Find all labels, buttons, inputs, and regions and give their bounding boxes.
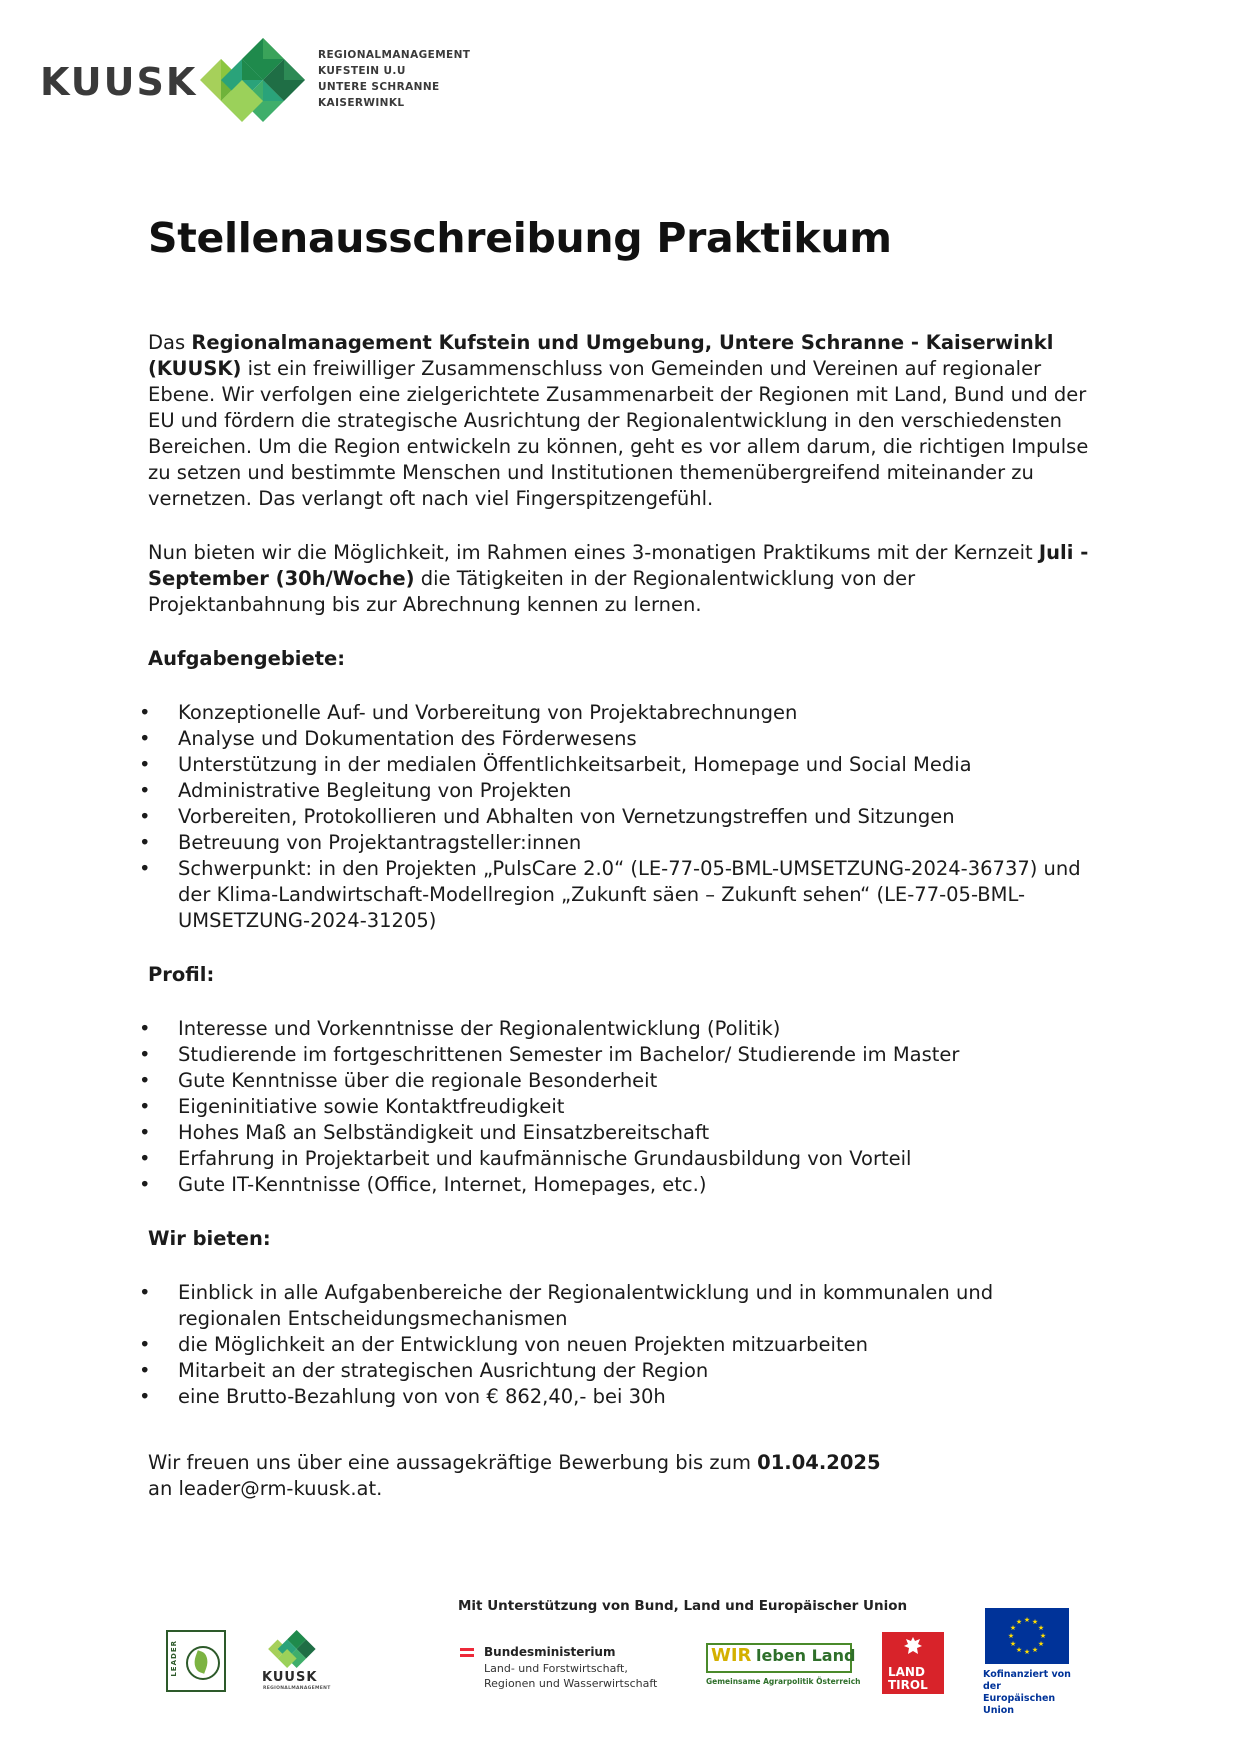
tirol-eagle-icon <box>903 1636 923 1658</box>
kuusk-diamond-logo-icon <box>200 38 310 122</box>
bullet-icon: • <box>139 753 151 776</box>
bullet-icon: • <box>139 727 151 750</box>
kuusk-footer-word: KUUSK <box>262 1670 318 1685</box>
bml-subtitle: Land- und Forstwirtschaft, Regionen und Wasserwirtschaft <box>484 1662 658 1690</box>
list-item: • Mitarbeit an der strategischen Ausrichtung der Region <box>139 1359 709 1382</box>
core-period: Juli - September (30h/Woche) <box>148 541 1089 590</box>
tirol-text: LAND TIROL <box>888 1665 928 1692</box>
benefits-heading: Wir bieten: <box>148 1227 271 1250</box>
support-line: Mit Unterstützung von Bund, Land und Europäischer Union <box>458 1598 908 1614</box>
kuusk-footer-sub: REGIONALMANAGEMENT <box>263 1686 331 1691</box>
tasks-heading: Aufgabengebiete: <box>148 647 346 670</box>
wir-text: WIR <box>711 1645 752 1666</box>
bml-title: Bundesministerium <box>484 1645 616 1659</box>
bullet-icon: • <box>139 701 151 724</box>
bullet-icon: • <box>139 831 151 854</box>
benefits-list <box>139 1280 1098 1410</box>
bullet-icon: • <box>139 1043 151 1066</box>
svg-text:★: ★ <box>1031 1646 1039 1654</box>
kuusk-diamond-small-icon <box>268 1630 318 1668</box>
logo-wordmark: KUUSK <box>40 60 198 104</box>
page-title: Stellenausschreibung Praktikum <box>148 214 892 262</box>
bullet-icon: • <box>139 1147 151 1170</box>
list-item: • Erfahrung in Projektarbeit und kaufmännische Grundausbildung von Vorteil <box>139 1147 912 1170</box>
logo-org-name <box>318 47 470 111</box>
bullet-icon: • <box>139 1095 151 1118</box>
leader-label: LEADER <box>170 1640 178 1677</box>
bullet-icon: • <box>139 1069 151 1092</box>
svg-text:★: ★ <box>1023 1616 1031 1624</box>
header-logo <box>40 38 480 122</box>
eu-logo <box>983 1608 1083 1716</box>
list-item: • Gute IT-Kenntnisse (Office, Internet, Homepages, etc.) <box>139 1173 707 1196</box>
bullet-icon: • <box>139 1281 151 1304</box>
wir-leben-land-logo <box>706 1643 861 1693</box>
svg-text:★: ★ <box>1015 1618 1023 1626</box>
list-item: • Einblick in alle Aufgabenbereiche der Regionalentwicklung und in kommunalen und regionalen Entscheidungsmechanismen <box>139 1281 994 1330</box>
svg-text:★: ★ <box>1031 1618 1039 1626</box>
document-body <box>139 330 1098 1502</box>
bullet-icon: • <box>139 1333 151 1356</box>
deadline-date: 01.04.2025 <box>757 1451 881 1474</box>
leben-land-text: leben Land <box>756 1646 856 1665</box>
bullet-icon: • <box>139 857 151 880</box>
contact-email[interactable]: an leader@rm-kuusk.at. <box>148 1477 383 1500</box>
profile-list <box>139 1016 1098 1198</box>
list-item: • Betreuung von Projektantragsteller:innen <box>139 831 582 854</box>
bullet-icon: • <box>139 805 151 828</box>
list-item: • Unterstützung in der medialen Öffentlichkeitsarbeit, Homepage und Social Media <box>139 753 972 776</box>
list-item: • Schwerpunkt: in den Projekten „PulsCare 2.0“ (LE-77-05-BML-UMSETZUNG-2024-36737) und der Klima-Landwirtschaft-Modellregion „Zukunft säen – Zukunft sehen“ (LE-77-05-BML-UMSETZUNG-2024-31205) <box>139 857 1081 932</box>
bullet-icon: • <box>139 1359 151 1382</box>
list-item: • eine Brutto-Bezahlung von von € 862,40,- bei 30h <box>139 1385 666 1408</box>
svg-text:★: ★ <box>1009 1640 1017 1648</box>
logo-line: REGIONALMANAGEMENT <box>318 49 471 61</box>
list-item: • Administrative Begleitung von Projekten <box>139 779 572 802</box>
list-item: • Vorbereiten, Protokollieren und Abhalten von Vernetzungstreffen und Sitzungen <box>139 805 955 828</box>
tasks-list <box>139 700 1098 934</box>
logo-line: KAISERWINKL <box>318 97 405 109</box>
bullet-icon: • <box>139 1385 151 1408</box>
eu-caption: Kofinanziert von der Europäischen Union <box>983 1669 1071 1716</box>
bullet-icon: • <box>139 1017 151 1040</box>
svg-text:★: ★ <box>1007 1632 1015 1640</box>
list-item: • die Möglichkeit an der Entwicklung von neuen Projekten mitzuarbeiten <box>139 1333 868 1356</box>
offer-paragraph: Nun bieten wir die Möglichkeit, im Rahmen eines 3-monatigen Praktikums mit der Kernzeit Juli - September (30h/Woche) die Tätigkeiten in der Regionalentwicklung von der Projektanbahnung bis zur Abrechnung kennen zu lernen. <box>148 541 1089 616</box>
svg-text:★: ★ <box>1009 1624 1017 1632</box>
bullet-icon: • <box>139 779 151 802</box>
list-item: • Gute Kenntnisse über die regionale Besonderheit <box>139 1069 658 1092</box>
closing-paragraph: Wir freuen uns über eine aussagekräftige Bewerbung bis zum 01.04.2025 an leader@rm-kuusk.at. <box>148 1451 881 1500</box>
svg-text:★: ★ <box>1037 1640 1045 1648</box>
austria-flag-icon <box>460 1648 474 1657</box>
list-item: • Analyse und Dokumentation des Förderwesens <box>139 727 637 750</box>
intro-paragraph: Das Regionalmanagement Kufstein und Umgebung, Untere Schranne - Kaiserwinkl (KUUSK) ist ein freiwilliger Zusammenschluss von Gemeinden und Vereinen auf regionaler Ebene. Wir verfolgen eine zielgerichtete Zusammenarbeit der Regionen mit Land, Bund und der EU und fördern die strategische Ausrichtung der Regionalentwicklung in den verschiedensten Bereichen. Um die Region entwickeln zu können, geht es vor allem darum, die richtigen Impulse zu setzen und bestimmte Menschen und Institutionen themenübergreifend miteinander zu vernetzen. Das verlangt oft nach viel Fingerspitzengefühl. <box>148 331 1089 510</box>
kuusk-footer-logo <box>260 1630 330 1692</box>
list-item: • Hohes Maß an Selbständigkeit und Einsatzbereitschaft <box>139 1121 710 1144</box>
logo-line: UNTERE SCHRANNE <box>318 81 440 93</box>
eu-flag-icon <box>985 1608 1069 1664</box>
leader-logo <box>166 1630 226 1692</box>
bullet-icon: • <box>139 1121 151 1144</box>
svg-text:★: ★ <box>1023 1648 1031 1656</box>
list-item: • Konzeptionelle Auf- und Vorbereitung von Projektabrechnungen <box>139 701 798 724</box>
svg-text:★: ★ <box>1037 1624 1045 1632</box>
land-tirol-logo <box>882 1632 944 1694</box>
svg-text:★: ★ <box>1039 1632 1047 1640</box>
profile-heading: Profil: <box>148 963 215 986</box>
bml-logo <box>460 1645 700 1695</box>
list-item: • Eigeninitiative sowie Kontaktfreudigkeit <box>139 1095 565 1118</box>
wir-subtitle: Gemeinsame Agrarpolitik Österreich <box>706 1677 861 1686</box>
svg-text:★: ★ <box>1015 1646 1023 1654</box>
logo-line: KUFSTEIN U.U <box>318 65 406 77</box>
list-item: • Studierende im fortgeschrittenen Semester im Bachelor/ Studierende im Master <box>139 1043 960 1066</box>
org-name: Regionalmanagement Kufstein und Umgebung, Untere Schranne - Kaiserwinkl (KUUSK) <box>148 331 1054 380</box>
bullet-icon: • <box>139 1173 151 1196</box>
list-item: • Interesse und Vorkenntnisse der Regionalentwicklung (Politik) <box>139 1017 781 1040</box>
